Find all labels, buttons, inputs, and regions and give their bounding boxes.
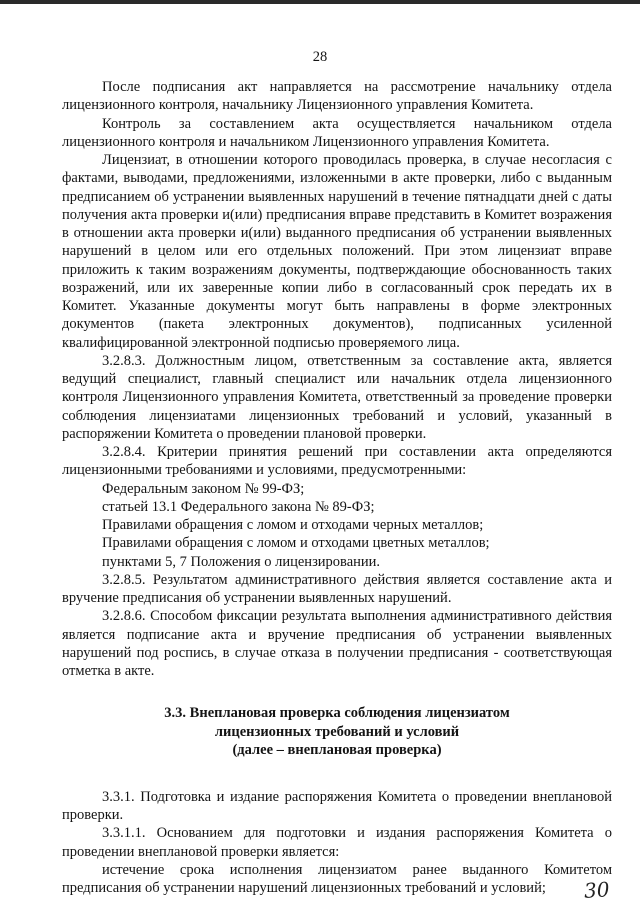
section-title-line: 3.3. Внеплановая проверка соблюдения лицензиатом xyxy=(164,705,510,722)
criteria-item: Правилами обращения с ломом и отходами черных металлов; xyxy=(102,517,484,533)
paragraph-3-2-8-4: 3.2.8.4. Критерии принятия решений при составлении акта определяются лицензионными требованиями и условиями, предусмотренными: xyxy=(62,444,612,479)
page-number: 28 xyxy=(312,49,328,65)
paragraph-3-3-1-1: 3.3.1.1. Основанием для подготовки и издания распоряжения Комитета о проведении внеплановой проверки является: xyxy=(62,825,612,860)
paragraph-grounds-item: истечение срока исполнения лицензиатом ранее выданного Комитетом предписания об устранении нарушений лицензионных требований и условий; xyxy=(62,861,612,896)
criteria-item: Федеральным законом № 99-ФЗ; xyxy=(102,480,305,497)
criteria-item: Правилами обращения с ломом и отходами цветных металлов; xyxy=(102,535,490,552)
paragraph-act-review: После подписания акт направляется на рассмотрение начальнику отдела лицензионного контроля, начальнику Лицензионного управления Комитета. xyxy=(62,79,612,114)
paragraph-licensee-objections: Лицензиат, в отношении которого проводилась проверка, в случае несогласия с фактами, выводами, предложениями, изложенными в акте проверки, либо с выданным предписанием об устранении выявленных нарушений в течение пятнадцати дней с даты получения акта проверки и(или) предписания вправе представить в Комитет возражения в отношении акта проверки и(или) выданного предписания об устранении выявленных нарушений в целом или его отдельных положений. При этом лицензиат вправе приложить к таким возражениям документы, подтверждающие обоснованность таких возражений, или их заверенные копии либо в согласованный срок передать их в Комитет. Указанные документы могут быть направлены в форме электронных документов (пакета электронных документов), подписанных усиленной квалифицированной электронной подписью проверяемого лица. xyxy=(62,152,612,351)
criteria-item: пунктами 5, 7 Положения о лицензировании. xyxy=(102,553,381,570)
page-top-border xyxy=(0,0,640,4)
paragraph-3-2-8-3: 3.2.8.3. Должностным лицом, ответственным за составление акта, является ведущий специалист, главный специалист или начальник отдела лицензионного контроля Лицензионного управления Комитета, ответственный за проведение проверки соблюдения лицензиатами лицензионных требований и условий, указанный в распоряжении Комитета о проведении плановой проверки. xyxy=(62,352,612,442)
section-title-3-3 xyxy=(62,704,612,760)
paragraph-act-control: Контроль за составлением акта осуществляется начальником отдела лицензионного контроля и начальником Лицензионного управления Комитета. xyxy=(62,115,612,150)
document-body xyxy=(62,78,612,897)
paragraph-3-2-8-5: 3.2.8.5. Результатом административного действия является составление акта и вручение предписания об устранении выявленных нарушений. xyxy=(62,571,612,606)
paragraph-3-3-1: 3.3.1. Подготовка и издание распоряжения Комитета о проведении внеплановой проверки. xyxy=(62,788,612,823)
criteria-item: статьей 13.1 Федерального закона № 89-ФЗ; xyxy=(102,498,375,515)
section-title-line: (далее – внеплановая проверка) xyxy=(232,742,442,759)
paragraph-3-2-8-6: 3.2.8.6. Способом фиксации результата выполнения административного действия является подписание акта и вручение предписания об устранении выявленных нарушений под роспись, в случае отказа в получении предписания - соответствующая отметка в акте. xyxy=(62,608,612,679)
handwritten-page-number: 30 xyxy=(583,877,611,903)
section-title-line: лицензионных требований и условий xyxy=(214,723,460,740)
